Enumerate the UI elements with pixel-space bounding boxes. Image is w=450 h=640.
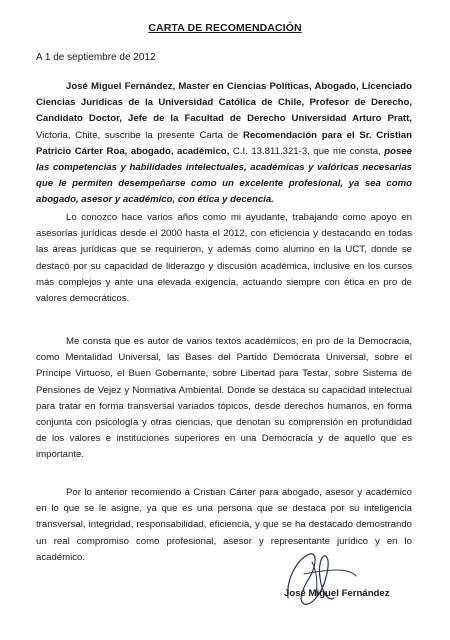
letter-title: CARTA DE RECOMENDACIÓN <box>148 22 302 34</box>
letter-date: A 1 de septiembre de 2012 <box>36 52 156 63</box>
paragraph-conclusion: Por lo anterior recomiendo a Cristian Cárter para abogado, asesor y académico en lo que se le asigne, ya que es una persona que se destaca por su inteligencia transversal, integridad, responsabilidad, eficiencia, y que se ha destacado demostrando un real compromiso como profesional, asesor y representante jurídico y en lo académico. <box>36 487 412 563</box>
competencies-statement: posee las competencias y habilidades intelectuales, académicas y valóricas necesarias que le permiten desempeñarse como un excelente profesional, ya sea como abogado, asesor y académico, con ética y decencia. <box>36 145 412 206</box>
intro-text-2: C.I. 13.811.321-3, que me consta, <box>229 145 385 157</box>
signer-name: José Miguel Fernández <box>284 588 390 599</box>
handwritten-signature <box>268 548 378 610</box>
paragraph-publications: Me consta que es autor de varios textos académicos, en pro de la Democracia, como Mentalidad Universal, las Bases del Partido Demócrata Universal, sobre el Príncipe Virtuoso, el Buen Gobernante, sobre Libertad para Testar, sobre Sistema de Pensiones de Vejez y Normativa Ambiental. Donde se destaca su capacidad intelectual para tratar en forma transversal variados tópicos, desde derechos humanos, en forma conjunta con psicología y otras ciencias, que denotan su comprensión en profundidad de los valores e instituciones superiores en una Democracia y de aquello que es importante. <box>36 336 412 461</box>
author-credentials: José Miguel Fernández, Master en Ciencias Políticas, Abogado, Licenciado Ciencias Jurídicas de la Universidad Católica de Chile, Profesor de Derecho, Candidato Doctor, Jefe de la Facultad de Derecho Universidad Arturo Pratt, <box>36 81 412 125</box>
intro-text-1: Victoria, Chite, suscribe la presente Carta de <box>36 129 243 141</box>
paragraph-experience: Lo conozco hace varios años como mi ayudante, trabajando como apoyo en asesorías jurídicas desde el 2000 hasta el 2012, con eficiencia y destacando en todas las áreas jurídicas que se requirieron, y además como alumno en la UCT, donde se destacó por su capacidad de liderazgo y discusión académica, inclusive en los cursos más complejos y ante una elevada exigencia, actuando siempre con ética en pro de valores democráticos. <box>36 212 412 305</box>
paragraph-intro <box>36 79 412 209</box>
recommended-person: Recomendación para el Sr. Cristian Patricio Cárter Roa, abogado, académico, <box>36 129 412 157</box>
